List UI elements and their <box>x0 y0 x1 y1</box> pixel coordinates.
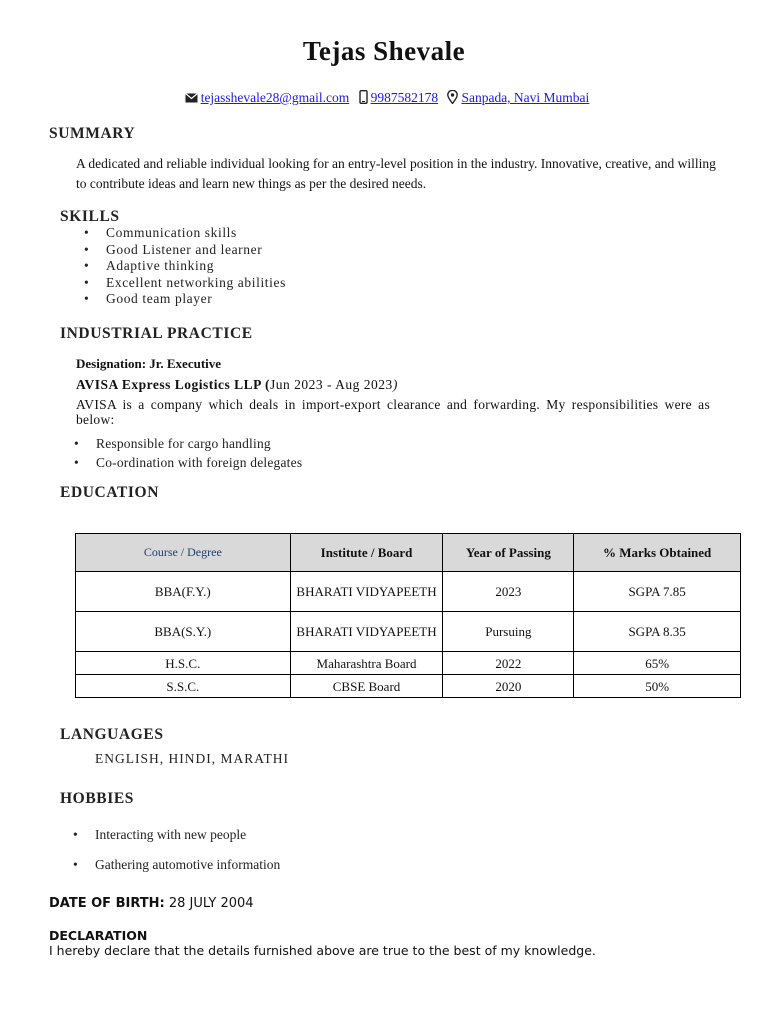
industrial-practice-heading: INDUSTRIAL PRACTICE <box>60 325 253 342</box>
email-link[interactable]: tejasshevale28@gmail.com <box>200 90 350 106</box>
list-item: • Communication skills <box>106 225 286 242</box>
company-description: AVISA is a company which deals in import-export clearance and forwarding. My responsibilities were as below: <box>76 397 710 427</box>
table-row <box>76 612 741 652</box>
summary-text: A dedicated and reliable individual looking for an entry-level position in the industry. Innovative, creative, and willing to contribute ideas and learn new things as per the desired needs. <box>76 156 716 191</box>
table-cell: 50% <box>574 675 741 698</box>
column-header: Institute / Board <box>290 534 443 572</box>
table-cell: Pursuing <box>443 612 574 652</box>
dob-label: DATE OF BIRTH: <box>49 896 165 911</box>
table-cell: BHARATI VIDYAPEETH <box>290 612 443 652</box>
list-item: • Adaptive thinking <box>106 258 286 275</box>
responsibilities-list <box>96 435 302 472</box>
phone-icon <box>359 90 368 108</box>
company-line <box>76 377 398 393</box>
table-cell: CBSE Board <box>290 675 443 698</box>
column-header: Year of Passing <box>443 534 574 572</box>
table-row <box>76 652 741 675</box>
work-period-close: ) <box>392 377 398 392</box>
work-period: Jun 2023 - Aug 2023 <box>270 377 393 392</box>
designation: Designation: Jr. Executive <box>76 356 222 371</box>
languages-text: ENGLISH, HINDI, MARATHI <box>95 751 289 766</box>
dob-value: 28 JULY 2004 <box>168 896 254 911</box>
table-cell: 2020 <box>443 675 574 698</box>
table-cell: 2023 <box>443 572 574 612</box>
table-cell: BBA(S.Y.) <box>76 612 291 652</box>
list-item: • Excellent networking abilities <box>106 275 286 292</box>
education-heading: EDUCATION <box>60 484 159 501</box>
table-cell: H.S.C. <box>76 652 291 675</box>
envelope-icon <box>185 91 198 107</box>
table-cell: SGPA 7.85 <box>574 572 741 612</box>
column-header: % Marks Obtained <box>574 534 741 572</box>
list-item: • Interacting with new people <box>95 820 280 850</box>
declaration-text: I hereby declare that the details furnished above are true to the best of my knowledge. <box>49 943 596 958</box>
summary-heading: SUMMARY <box>49 125 136 142</box>
location-link[interactable]: Sanpada, Navi Mumbai <box>461 90 590 106</box>
table-cell: S.S.C. <box>76 675 291 698</box>
education-table <box>75 533 741 698</box>
column-header: Course / Degree <box>76 534 291 572</box>
table-cell: SGPA 8.35 <box>574 612 741 652</box>
skills-list <box>106 225 286 308</box>
hobbies-heading: HOBBIES <box>60 790 134 807</box>
table-row <box>76 572 741 612</box>
languages-heading: LANGUAGES <box>60 726 164 743</box>
skills-heading: SKILLS <box>60 208 120 225</box>
table-cell: BHARATI VIDYAPEETH <box>290 572 443 612</box>
contact-line <box>0 90 768 108</box>
phone-link[interactable]: 9987582178 <box>370 90 439 106</box>
list-item: • Good Listener and learner <box>106 242 286 259</box>
list-item: • Co-ordination with foreign delegates <box>96 454 302 473</box>
list-item: • Gathering automotive information <box>95 850 280 880</box>
candidate-name: Tejas Shevale <box>302 36 466 66</box>
table-cell: Maharashtra Board <box>290 652 443 675</box>
list-item: • Responsible for cargo handling <box>96 435 302 454</box>
table-row <box>76 675 741 698</box>
table-cell: BBA(F.Y.) <box>76 572 291 612</box>
date-of-birth <box>49 896 254 911</box>
table-cell: 2022 <box>443 652 574 675</box>
table-cell: 65% <box>574 652 741 675</box>
table-header-row <box>76 534 741 572</box>
location-pin-icon <box>447 90 458 108</box>
declaration-heading: DECLARATION <box>49 928 148 943</box>
hobbies-list <box>95 820 280 880</box>
company-name: AVISA Express Logistics LLP ( <box>76 377 271 392</box>
list-item: • Good team player <box>106 291 286 308</box>
